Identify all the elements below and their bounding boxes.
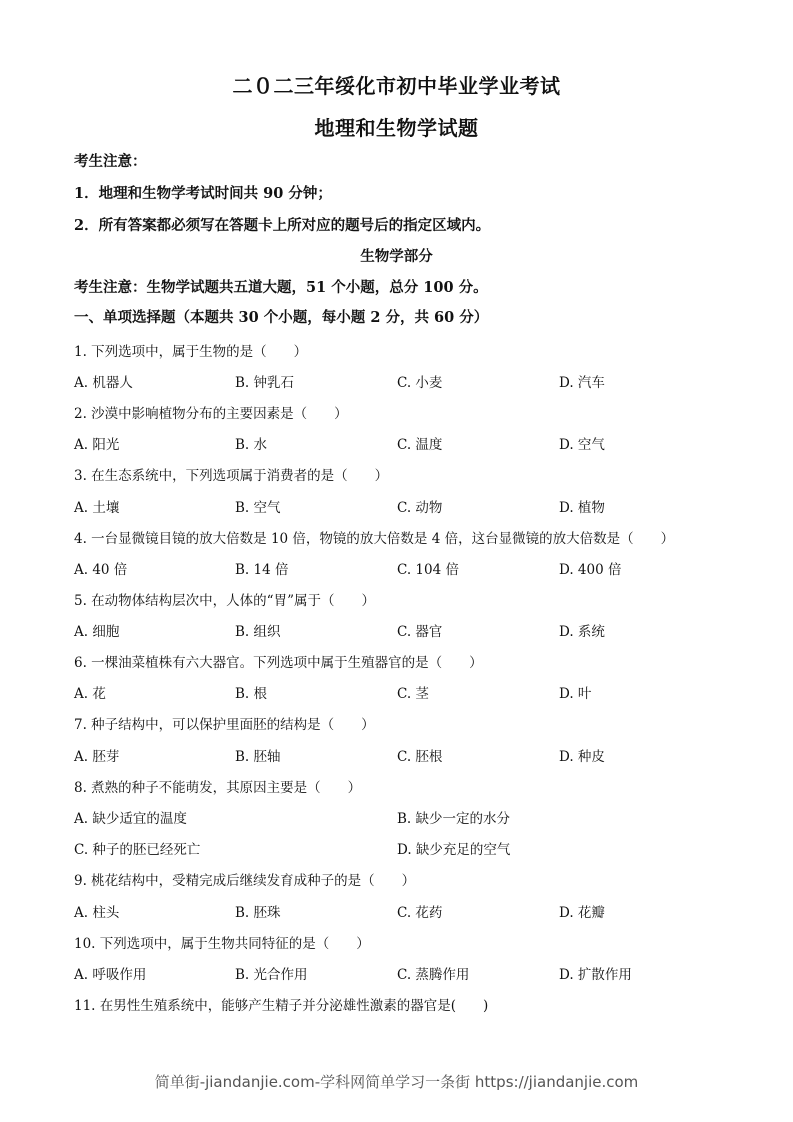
option-d: D. 缺少充足的空气 — [397, 842, 511, 858]
question-stem: 10. 下列选项中，属于生物共同特征的是（ ） — [74, 936, 370, 952]
option-c: C. 胚根 — [397, 749, 443, 765]
option-a: A. 机器人 — [74, 375, 133, 391]
option-d: D. 扩散作用 — [559, 967, 632, 983]
option-d: D. 汽车 — [559, 375, 605, 391]
option-c: C. 种子的胚已经死亡 — [74, 842, 201, 858]
option-a: A. 阳光 — [74, 437, 120, 453]
notice-item-2: 2．所有答案都必须写在答题卡上所对应的题号后的指定区域内。 — [74, 217, 491, 234]
option-a: A. 细胞 — [74, 624, 120, 640]
option-b: B. 空气 — [235, 500, 281, 516]
question-stem: 8. 煮熟的种子不能萌发，其原因主要是（ ） — [74, 780, 362, 796]
section-notice: 考生注意：生物学试题共五道大题，51 个小题，总分 100 分。 — [74, 279, 488, 296]
option-d: D. 系统 — [559, 624, 605, 640]
option-b: B. 根 — [235, 686, 268, 702]
option-c: C. 茎 — [397, 686, 429, 702]
part-one-heading: 一、单项选择题（本题共 30 个小题，每小题 2 分，共 60 分） — [74, 309, 489, 326]
option-a: A. 呼吸作用 — [74, 967, 147, 983]
option-a: A. 胚芽 — [74, 749, 120, 765]
exam-subtitle: 地理和生物学试题 — [314, 116, 479, 140]
option-c: C. 动物 — [397, 500, 443, 516]
option-b: B. 光合作用 — [235, 967, 308, 983]
question-stem: 2. 沙漠中影响植物分布的主要因素是（ ） — [74, 406, 348, 422]
question-stem: 9. 桃花结构中，受精完成后继续发育成种子的是（ ） — [74, 873, 416, 889]
question-stem: 3. 在生态系统中，下列选项属于消费者的是（ ） — [74, 468, 389, 484]
option-a: A. 缺少适宜的温度 — [74, 811, 187, 827]
question-stem: 11. 在男性生殖系统中，能够产生精子并分泌雄性激素的器官是( ) — [74, 998, 489, 1014]
option-b: B. 水 — [235, 437, 268, 453]
option-d: D. 种皮 — [559, 749, 605, 765]
question-stem: 1. 下列选项中，属于生物的是（ ） — [74, 344, 308, 360]
footer-watermark: 简单街-jiandanjie.com-学科网简单学习一条街 https://jiandanjie.com — [154, 1073, 639, 1091]
question-stem: 4. 一台显微镜目镜的放大倍数是 10 倍，物镜的放大倍数是 4 倍，这台显微镜的放大倍数是（ ） — [74, 531, 675, 547]
option-a: A. 土壤 — [74, 500, 120, 516]
section-title: 生物学部分 — [360, 248, 433, 265]
question-stem: 5. 在动物体结构层次中，人体的“胃”属于（ ） — [74, 593, 375, 609]
question-stem: 7. 种子结构中，可以保护里面胚的结构是（ ） — [74, 717, 375, 733]
option-b: B. 胚轴 — [235, 749, 281, 765]
notice-heading: 考生注意： — [74, 153, 147, 170]
option-b: B. 组织 — [235, 624, 281, 640]
option-b: B. 胚珠 — [235, 905, 281, 921]
notice-item-1: 1．地理和生物学考试时间共 90 分钟； — [74, 185, 332, 202]
option-d: D. 空气 — [559, 437, 605, 453]
option-c: C. 蒸腾作用 — [397, 967, 470, 983]
exam-title: 二０二三年绥化市初中毕业学业考试 — [232, 74, 561, 98]
option-c: C. 花药 — [397, 905, 443, 921]
option-b: B. 缺少一定的水分 — [397, 811, 511, 827]
option-c: C. 温度 — [397, 437, 443, 453]
option-a: A. 40 倍 — [74, 562, 128, 578]
option-d: D. 叶 — [559, 686, 592, 702]
option-a: A. 花 — [74, 686, 106, 702]
option-c: C. 小麦 — [397, 375, 443, 391]
option-d: D. 400 倍 — [559, 562, 622, 578]
option-c: C. 器官 — [397, 624, 443, 640]
option-a: A. 柱头 — [74, 905, 120, 921]
option-b: B. 14 倍 — [235, 562, 289, 578]
option-c: C. 104 倍 — [397, 562, 459, 578]
option-d: D. 花瓣 — [559, 905, 605, 921]
option-b: B. 钟乳石 — [235, 375, 295, 391]
question-stem: 6. 一棵油菜植株有六大器官。下列选项中属于生殖器官的是（ ） — [74, 655, 483, 671]
option-d: D. 植物 — [559, 500, 605, 516]
